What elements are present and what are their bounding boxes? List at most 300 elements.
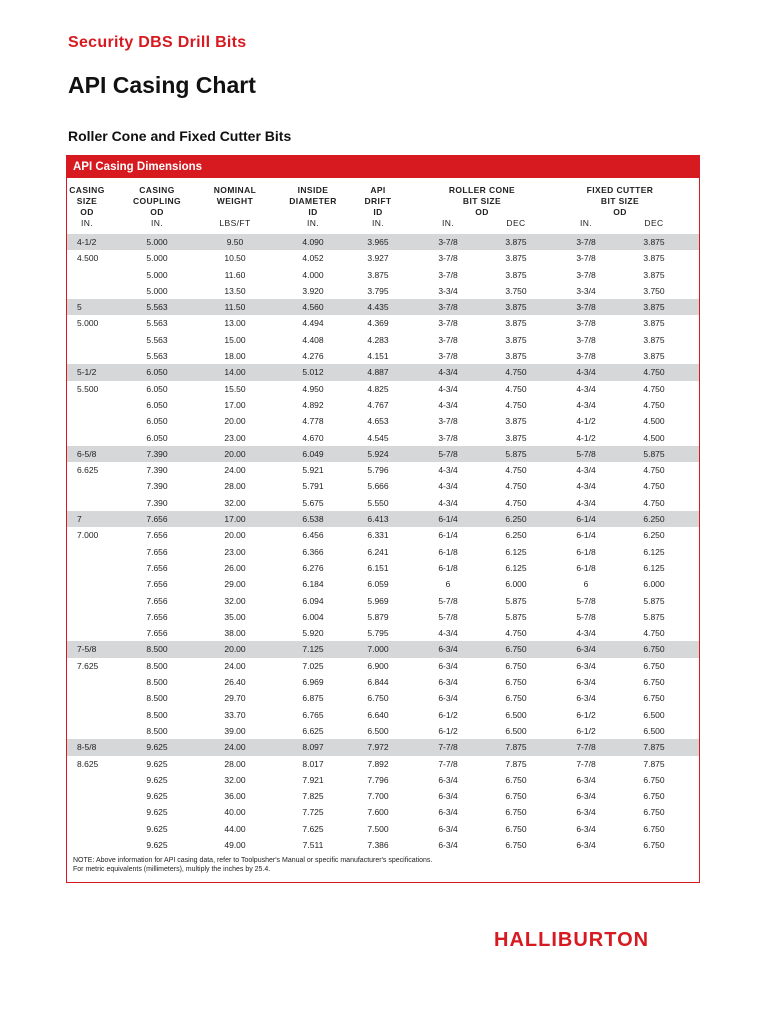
cell-rc-in: 3-7/8: [438, 334, 458, 345]
cell-weight: 14.00: [224, 367, 246, 378]
cell-rc-dec: 3.875: [505, 432, 527, 443]
cell-id: 7.025: [302, 660, 324, 671]
cell-rc-dec: 6.750: [505, 693, 527, 704]
cell-weight: 9.50: [226, 237, 244, 247]
cell-rc-in: 3-7/8: [438, 253, 458, 264]
cell-fc-dec: 6.250: [643, 514, 665, 525]
cell-rc-dec: 6.125: [505, 562, 527, 573]
header-unit: IN.: [371, 218, 385, 228]
header-text: INSIDE: [297, 185, 329, 195]
table-row: [67, 267, 699, 283]
header-text: DRIFT: [364, 196, 392, 206]
cell-coupling: 8.500: [146, 693, 168, 704]
cell-weight: 20.00: [224, 530, 246, 541]
cell-fc-in: 4-3/4: [576, 481, 596, 492]
cell-weight: 10.50: [224, 253, 246, 264]
cell-size: 8-5/8: [77, 742, 97, 753]
cell-coupling: 7.390: [146, 465, 168, 476]
cell-rc-in: 6-1/4: [438, 514, 458, 525]
table-row: [67, 821, 699, 837]
cell-fc-dec: 6.500: [643, 725, 665, 736]
table-row: [67, 478, 699, 494]
cell-fc-in: 6-3/4: [576, 677, 596, 688]
header-fixed-cutter: [561, 185, 679, 218]
cell-rc-in: 3-7/8: [438, 351, 458, 362]
cell-weight: 38.00: [224, 628, 246, 639]
cell-rc-in: 3-7/8: [438, 269, 458, 280]
cell-coupling: 7.390: [146, 497, 168, 508]
cell-rc-in: 6-3/4: [438, 644, 458, 655]
cell-coupling: 9.625: [146, 807, 168, 818]
cell-coupling: 8.500: [146, 644, 168, 655]
cell-drift: 3.927: [367, 253, 389, 264]
cell-weight: 20.00: [224, 448, 246, 459]
cell-drift: 3.965: [367, 237, 389, 247]
table-row: [67, 462, 699, 478]
cell-drift: 6.331: [367, 530, 389, 541]
cell-rc-in: 6-3/4: [438, 839, 458, 850]
cell-id: 6.765: [302, 709, 324, 720]
table-row: [67, 397, 699, 413]
table-row: [67, 788, 699, 804]
cell-fc-in: 6-3/4: [576, 660, 596, 671]
cell-drift: 6.059: [367, 579, 389, 590]
cell-id: 4.052: [302, 253, 324, 264]
header-text: SIZE: [76, 196, 98, 206]
cell-id: 6.538: [302, 514, 324, 525]
cell-drift: 6.750: [367, 693, 389, 704]
table-row: [67, 348, 699, 364]
cell-rc-dec: 3.875: [505, 269, 527, 280]
cell-fc-dec: 6.750: [643, 677, 665, 688]
header-unit: IN.: [80, 218, 94, 228]
cell-fc-in: 6-1/8: [576, 562, 596, 573]
cell-coupling: 6.050: [146, 416, 168, 427]
cell-rc-dec: 6.000: [505, 579, 527, 590]
table-row: [67, 756, 699, 772]
cell-size: 7-5/8: [77, 644, 97, 655]
table-row: [67, 837, 699, 853]
cell-coupling: 7.656: [146, 546, 168, 557]
cell-fc-dec: 6.750: [643, 774, 665, 785]
cell-fc-dec: 4.750: [643, 383, 665, 394]
table-row: [67, 674, 699, 690]
cell-weight: 35.00: [224, 611, 246, 622]
table-row: [67, 707, 699, 723]
cell-rc-in: 3-7/8: [438, 237, 458, 247]
cell-id: 4.494: [302, 318, 324, 329]
cell-fc-dec: 5.875: [643, 448, 665, 459]
cell-coupling: 7.656: [146, 628, 168, 639]
cell-id: 7.125: [302, 644, 324, 655]
cell-fc-dec: 6.750: [643, 693, 665, 704]
cell-rc-dec: 6.750: [505, 660, 527, 671]
cell-fc-dec: 4.750: [643, 399, 665, 410]
cell-drift: 5.969: [367, 595, 389, 606]
cell-rc-in: 5-7/8: [438, 448, 458, 459]
cell-size: 5.000: [77, 318, 99, 329]
table-row: [67, 283, 699, 299]
cell-weight: 36.00: [224, 791, 246, 802]
cell-fc-in: 4-3/4: [576, 383, 596, 394]
cell-coupling: 7.656: [146, 514, 168, 525]
cell-rc-in: 4-3/4: [438, 367, 458, 378]
cell-rc-dec: 4.750: [505, 367, 527, 378]
cell-drift: 5.879: [367, 611, 389, 622]
cell-id: 6.094: [302, 595, 324, 606]
cell-rc-in: 6-3/4: [438, 823, 458, 834]
cell-fc-in: 5-7/8: [576, 448, 596, 459]
cell-rc-in: 7-7/8: [438, 742, 458, 753]
cell-id: 4.892: [302, 399, 324, 410]
cell-fc-in: 6-1/4: [576, 514, 596, 525]
cell-fc-dec: 6.750: [643, 823, 665, 834]
cell-rc-dec: 6.250: [505, 530, 527, 541]
cell-fc-in: 6-3/4: [576, 839, 596, 850]
cell-fc-in: 3-7/8: [576, 302, 596, 313]
cell-coupling: 9.625: [146, 823, 168, 834]
cell-rc-dec: 6.750: [505, 807, 527, 818]
table-row: [67, 430, 699, 446]
table-note: [73, 857, 432, 874]
cell-rc-dec: 4.750: [505, 399, 527, 410]
cell-drift: 5.924: [367, 448, 389, 459]
table-row: [67, 739, 699, 755]
cell-drift: 5.795: [367, 628, 389, 639]
cell-fc-dec: 4.750: [643, 367, 665, 378]
cell-fc-in: 7-7/8: [576, 742, 596, 753]
cell-coupling: 5.563: [146, 351, 168, 362]
cell-id: 6.276: [302, 562, 324, 573]
cell-fc-dec: 6.125: [643, 562, 665, 573]
cell-weight: 23.00: [224, 432, 246, 443]
header-text: OD: [80, 207, 94, 217]
cell-fc-in: 4-3/4: [576, 367, 596, 378]
table-title: API Casing Dimensions: [67, 156, 699, 178]
header-text: CASING: [69, 185, 105, 195]
cell-size: 6.625: [77, 465, 99, 476]
cell-rc-in: 4-3/4: [438, 383, 458, 394]
cell-weight: 17.00: [224, 399, 246, 410]
cell-id: 4.670: [302, 432, 324, 443]
cell-id: 6.875: [302, 693, 324, 704]
cell-rc-dec: 6.250: [505, 514, 527, 525]
cell-coupling: 5.563: [146, 302, 168, 313]
cell-rc-dec: 5.875: [505, 448, 527, 459]
cell-fc-dec: 3.875: [643, 269, 665, 280]
cell-rc-in: 3-7/8: [438, 416, 458, 427]
cell-rc-dec: 7.875: [505, 758, 527, 769]
cell-coupling: 9.625: [146, 758, 168, 769]
cell-coupling: 7.656: [146, 562, 168, 573]
cell-fc-dec: 5.875: [643, 595, 665, 606]
cell-rc-dec: 6.750: [505, 774, 527, 785]
header-unit: LBS/FT: [219, 218, 251, 228]
cell-coupling: 5.563: [146, 334, 168, 345]
cell-id: 7.511: [302, 839, 324, 850]
cell-size: 7.000: [77, 530, 99, 541]
cell-id: 4.276: [302, 351, 324, 362]
table-row: [67, 413, 699, 429]
table-row: [67, 560, 699, 576]
cell-coupling: 7.656: [146, 579, 168, 590]
cell-rc-in: 5-7/8: [438, 611, 458, 622]
cell-rc-in: 6-1/4: [438, 530, 458, 541]
cell-coupling: 9.625: [146, 742, 168, 753]
header-casing-coupling: [129, 185, 185, 229]
table-row: [67, 593, 699, 609]
cell-drift: 7.700: [367, 791, 389, 802]
note-line: NOTE: Above information for API casing data, refer to Toolpusher's Manual or specific manufacturer's specifications.: [73, 857, 433, 864]
cell-weight: 26.40: [224, 677, 246, 688]
header-text: OD: [613, 207, 627, 217]
header-unit: IN.: [306, 218, 320, 228]
table-row: [67, 234, 699, 250]
cell-drift: 3.875: [367, 269, 389, 280]
cell-coupling: 5.000: [146, 253, 168, 264]
cell-rc-dec: 4.750: [505, 497, 527, 508]
cell-rc-dec: 4.750: [505, 465, 527, 476]
cell-weight: 24.00: [224, 465, 246, 476]
cell-rc-dec: 5.875: [505, 595, 527, 606]
cell-fc-dec: 3.875: [643, 318, 665, 329]
cell-fc-dec: 3.875: [643, 334, 665, 345]
cell-fc-dec: 4.750: [643, 481, 665, 492]
cell-id: 4.000: [302, 269, 324, 280]
cell-rc-in: 5-7/8: [438, 595, 458, 606]
table-row: [67, 609, 699, 625]
header-text: FIXED CUTTER: [586, 185, 654, 195]
cell-id: 6.625: [302, 725, 324, 736]
cell-weight: 28.00: [224, 481, 246, 492]
cell-size: 5: [77, 302, 82, 313]
cell-size: 7: [77, 514, 82, 525]
header-text: BIT SIZE: [462, 196, 502, 206]
cell-size: 5.500: [77, 383, 99, 394]
table-header: [67, 178, 699, 234]
cell-fc-in: 5-7/8: [576, 595, 596, 606]
table-row: [67, 364, 699, 380]
cell-rc-in: 4-3/4: [438, 497, 458, 508]
table-row: [67, 772, 699, 788]
cell-rc-dec: 7.875: [505, 742, 527, 753]
cell-fc-in: 3-7/8: [576, 237, 596, 247]
cell-rc-in: 6-3/4: [438, 807, 458, 818]
cell-drift: 6.151: [367, 562, 389, 573]
cell-fc-in: 6-1/2: [576, 709, 596, 720]
cell-weight: 17.00: [224, 514, 246, 525]
cell-rc-dec: 4.750: [505, 383, 527, 394]
cell-weight: 44.00: [224, 823, 246, 834]
cell-coupling: 5.000: [146, 237, 168, 247]
table-row: [67, 332, 699, 348]
cell-weight: 11.60: [224, 269, 246, 280]
cell-coupling: 6.050: [146, 367, 168, 378]
cell-id: 5.012: [302, 367, 324, 378]
cell-drift: 4.825: [367, 383, 389, 394]
cell-fc-in: 4-3/4: [576, 497, 596, 508]
cell-weight: 32.00: [224, 595, 246, 606]
cell-rc-in: 6-1/8: [438, 546, 458, 557]
cell-fc-in: 4-1/2: [576, 416, 596, 427]
cell-rc-in: 6-1/2: [438, 725, 458, 736]
cell-weight: 39.00: [224, 725, 246, 736]
header-text: OD: [150, 207, 164, 217]
cell-coupling: 7.390: [146, 448, 168, 459]
cell-fc-dec: 4.750: [643, 628, 665, 639]
cell-fc-in: 6-1/4: [576, 530, 596, 541]
cell-coupling: 7.656: [146, 530, 168, 541]
cell-fc-dec: 6.250: [643, 530, 665, 541]
cell-coupling: 8.500: [146, 677, 168, 688]
cell-id: 6.456: [302, 530, 324, 541]
cell-id: 6.184: [302, 579, 324, 590]
cell-rc-dec: 3.875: [505, 416, 527, 427]
table-row: [67, 446, 699, 462]
cell-weight: 23.00: [224, 546, 246, 557]
cell-rc-in: 6-1/8: [438, 562, 458, 573]
cell-drift: 6.640: [367, 709, 389, 720]
cell-fc-dec: 6.750: [643, 644, 665, 655]
cell-coupling: 9.625: [146, 791, 168, 802]
cell-drift: 4.653: [367, 416, 389, 427]
cell-weight: 26.00: [224, 562, 246, 573]
cell-fc-in: 3-7/8: [576, 253, 596, 264]
cell-fc-in: 6-1/8: [576, 546, 596, 557]
cell-drift: 3.795: [367, 285, 389, 296]
header-roller-cone: [423, 185, 541, 218]
cell-weight: 11.50: [224, 302, 246, 313]
cell-rc-in: 3-3/4: [438, 285, 458, 296]
cell-rc-dec: 6.500: [505, 709, 527, 720]
cell-drift: 7.972: [367, 742, 389, 753]
cell-fc-in: 7-7/8: [576, 758, 596, 769]
cell-drift: 5.666: [367, 481, 389, 492]
cell-id: 4.408: [302, 334, 324, 345]
cell-rc-dec: 3.875: [505, 334, 527, 345]
cell-weight: 32.00: [224, 774, 246, 785]
header-unit: DEC: [506, 218, 526, 228]
cell-rc-in: 3-7/8: [438, 432, 458, 443]
cell-coupling: 6.050: [146, 432, 168, 443]
cell-fc-in: 5-7/8: [576, 611, 596, 622]
cell-drift: 7.500: [367, 823, 389, 834]
page-subtitle: Roller Cone and Fixed Cutter Bits: [68, 128, 292, 144]
cell-rc-dec: 6.500: [505, 725, 527, 736]
cell-coupling: 6.050: [146, 399, 168, 410]
cell-size: 7.625: [77, 660, 99, 671]
cell-weight: 49.00: [224, 839, 246, 850]
table-row: [67, 495, 699, 511]
cell-size: 4-1/2: [77, 237, 97, 247]
brand-heading: Security DBS Drill Bits: [68, 34, 247, 51]
header-unit: IN.: [579, 218, 593, 228]
cell-fc-dec: 4.750: [643, 465, 665, 476]
cell-fc-in: 6-3/4: [576, 774, 596, 785]
cell-fc-in: 3-7/8: [576, 269, 596, 280]
cell-fc-dec: 6.125: [643, 546, 665, 557]
cell-size: 6-5/8: [77, 448, 97, 459]
cell-id: 6.969: [302, 677, 324, 688]
cell-coupling: 7.656: [146, 595, 168, 606]
cell-fc-in: 4-3/4: [576, 399, 596, 410]
table-body: [67, 234, 699, 853]
cell-drift: 5.550: [367, 497, 389, 508]
cell-id: 4.950: [302, 383, 324, 394]
page-title: API Casing Chart: [68, 72, 256, 98]
cell-weight: 40.00: [224, 807, 246, 818]
header-unit: IN.: [150, 218, 164, 228]
cell-fc-dec: 7.875: [643, 758, 665, 769]
cell-weight: 28.00: [224, 758, 246, 769]
cell-drift: 4.283: [367, 334, 389, 345]
cell-rc-in: 3-7/8: [438, 302, 458, 313]
cell-fc-in: 4-1/2: [576, 432, 596, 443]
cell-id: 5.791: [302, 481, 324, 492]
cell-rc-in: 6-1/2: [438, 709, 458, 720]
cell-fc-dec: 6.750: [643, 807, 665, 818]
cell-id: 8.097: [302, 742, 324, 753]
cell-rc-in: 4-3/4: [438, 399, 458, 410]
cell-weight: 33.70: [224, 709, 246, 720]
cell-coupling: 9.625: [146, 774, 168, 785]
cell-rc-in: 6-3/4: [438, 774, 458, 785]
header-unit: IN.: [441, 218, 455, 228]
cell-fc-in: 3-3/4: [576, 285, 596, 296]
cell-fc-dec: 6.500: [643, 709, 665, 720]
cell-coupling: 8.500: [146, 725, 168, 736]
cell-drift: 6.500: [367, 725, 389, 736]
cell-fc-dec: 4.750: [643, 497, 665, 508]
table-row: [67, 511, 699, 527]
note-line: For metric equivalents (millimeters), multiply the inches by 25.4.: [73, 865, 271, 873]
cell-fc-dec: 6.000: [643, 579, 665, 590]
cell-rc-dec: 6.125: [505, 546, 527, 557]
cell-rc-dec: 3.875: [505, 318, 527, 329]
cell-id: 8.017: [302, 758, 324, 769]
cell-fc-in: 6-3/4: [576, 791, 596, 802]
halliburton-logo: HALLIBURTON: [494, 929, 650, 951]
table-row: [67, 723, 699, 739]
header-text: WEIGHT: [216, 196, 254, 206]
cell-drift: 7.600: [367, 807, 389, 818]
cell-coupling: 6.050: [146, 383, 168, 394]
cell-id: 7.825: [302, 791, 324, 802]
casing-table-panel: [66, 155, 700, 883]
cell-rc-dec: 6.750: [505, 823, 527, 834]
cell-weight: 24.00: [224, 660, 246, 671]
table-row: [67, 576, 699, 592]
cell-coupling: 5.563: [146, 318, 168, 329]
header-text: COUPLING: [132, 196, 182, 206]
cell-coupling: 5.000: [146, 269, 168, 280]
header-inside-diameter: [285, 185, 341, 229]
cell-coupling: 7.656: [146, 611, 168, 622]
cell-fc-dec: 4.500: [643, 432, 665, 443]
cell-id: 4.090: [302, 237, 324, 247]
cell-size: 8.625: [77, 758, 99, 769]
cell-drift: 7.892: [367, 758, 389, 769]
cell-fc-in: 6-3/4: [576, 644, 596, 655]
table-row: [67, 315, 699, 331]
table-row: [67, 658, 699, 674]
cell-weight: 29.00: [224, 579, 246, 590]
table-row: [67, 527, 699, 543]
cell-fc-in: 6: [583, 579, 589, 590]
cell-fc-in: 6-3/4: [576, 693, 596, 704]
cell-drift: 6.844: [367, 677, 389, 688]
table-row: [67, 250, 699, 266]
